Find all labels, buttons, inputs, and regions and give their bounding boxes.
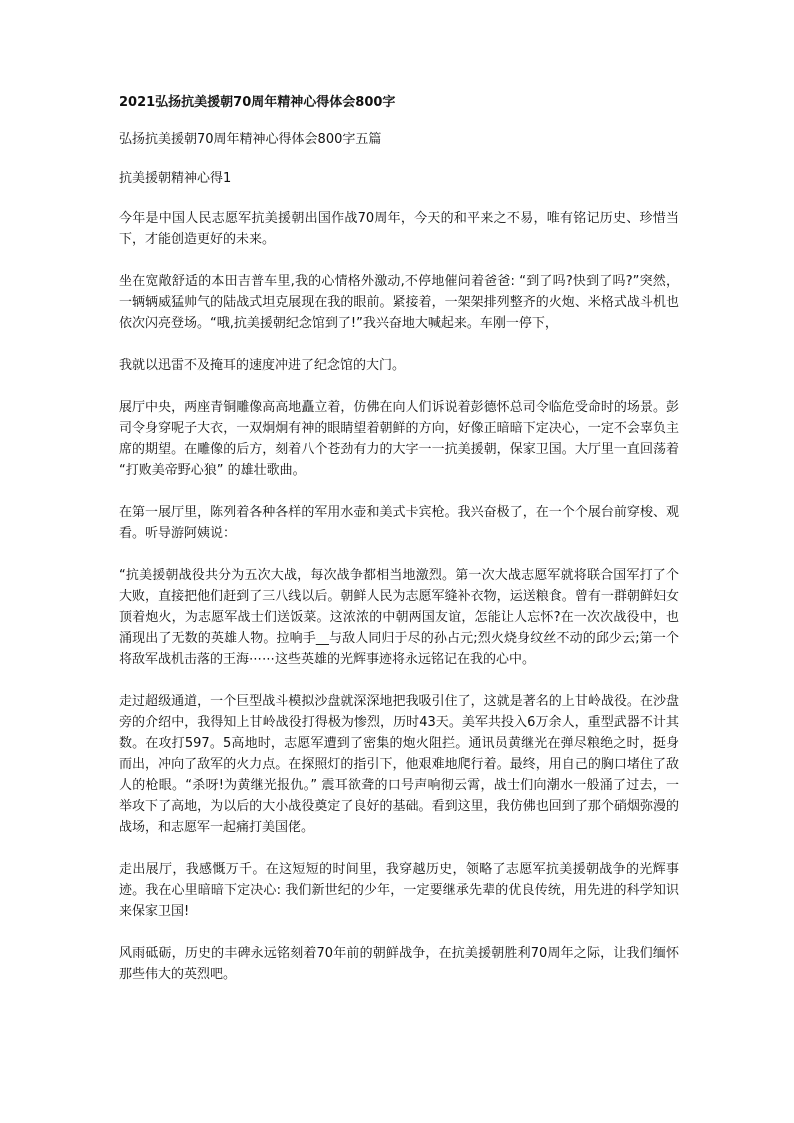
paragraph: 坐在宽敞舒适的本田吉普车里,我的心情格外激动,不停地催问着爸爸: “到了吗?快到了吗?”突然，一辆辆威猛帅气的陆战式坦克展现在我的眼前。紧接着，一架架排列整齐的火炮、米格式战斗机也依次闪亮登场。“哦,抗美援朝纪念馆到了!”我兴奋地大喊起来。车刚一停下， [119,274,679,331]
paragraph: 展厅中央，两座青铜雕像高高地矗立着，仿佛在向人们诉说着彭德怀总司令临危受命时的场景。彭司令身穿呢子大衣，一双炯炯有神的眼睛望着朝鲜的方向，好像正暗暗下定决心，一定不会辜负主席的期望。在雕像的后方，刻着八个苍劲有力的大字一一抗美援朝，保家卫国。大厅里一直回荡着 “打败美帝野心狼” 的雄壮歌曲。 [119,400,679,478]
paragraph: 在第一展厅里，陈列着各种各样的军用水壶和美式卡宾枪。我兴奋极了，在一个个展台前穿梭、观看。听导游阿姨说： [119,505,679,541]
section-heading: 抗美援朝精神心得1 [119,171,232,186]
paragraph: 我就以迅雷不及掩耳的速度冲进了纪念馆的大门。 [119,358,406,373]
document-page [119,94,679,1006]
paragraph: 走过超级通道，一个巨型战斗模拟沙盘就深深地把我吸引住了，这就是著名的上甘岭战役。在沙盘旁的介绍中，我得知上甘岭战役打得极为惨烈，历时43天。美军共投入6万余人，重型武器不计其数。在攻打597。5高地时，志愿军遭到了密集的炮火阻拦。通讯员黄继光在弹尽粮绝之时，挺身而出，冲向了敌军的火力点。在探照灯的指引下，他艰难地爬行着。最终，用自己的胸口堵住了敌人的枪眼。“杀呀!为黄继光报仇。” 震耳欲聋的口号声响彻云霄，战士们向潮水一般涌了过去，一举攻下了高地，为以后的大小战役奠定了良好的基础。看到这里，我仿佛也回到了那个硝烟弥漫的战场，和志愿军一起痛打美国佬。 [119,694,679,835]
paragraph: 走出展厅，我感慨万千。在这短短的时间里，我穿越历史，领略了志愿军抗美援朝战争的光辉事迹。我在心里暗暗下定决心: 我们新世纪的少年，一定要继承先辈的优良传统，用先进的科学知识来保家卫国! [119,862,679,919]
paragraph: “抗美援朝战役共分为五次大战，每次战争都相当地激烈。第一次大战志愿军就将联合国军打了个大败，直接把他们赶到了三八线以后。朝鲜人民为志愿军缝补衣物，运送粮食。曾有一群朝鲜妇女顶着炮火，为志愿军战士们送饭菜。这浓浓的中朝两国友谊，怎能让人忘怀?在一次次战役中，也涌现出了无数的英雄人物。拉响手__与敌人同归于尽的孙占元;烈火烧身纹丝不动的邱少云;第一个将敌军战机击落的王海⋯⋯这些英雄的光辉事迹将永远铭记在我的心中。 [119,568,679,667]
paragraph: 风雨砥砺，历史的丰碑永远铭刻着70年前的朝鲜战争，在抗美援朝胜利70周年之际，让我们缅怀那些伟大的英烈吧。 [119,946,679,982]
document-title: 2021弘扬抗美援朝70周年精神心得体会800字 [119,95,396,110]
document-subtitle: 弘扬抗美援朝70周年精神心得体会800字五篇 [119,132,382,147]
paragraph: 今年是中国人民志愿军抗美援朝出国作战70周年，今天的和平来之不易，唯有铭记历史、珍惜当下，才能创造更好的未来。 [119,211,679,247]
